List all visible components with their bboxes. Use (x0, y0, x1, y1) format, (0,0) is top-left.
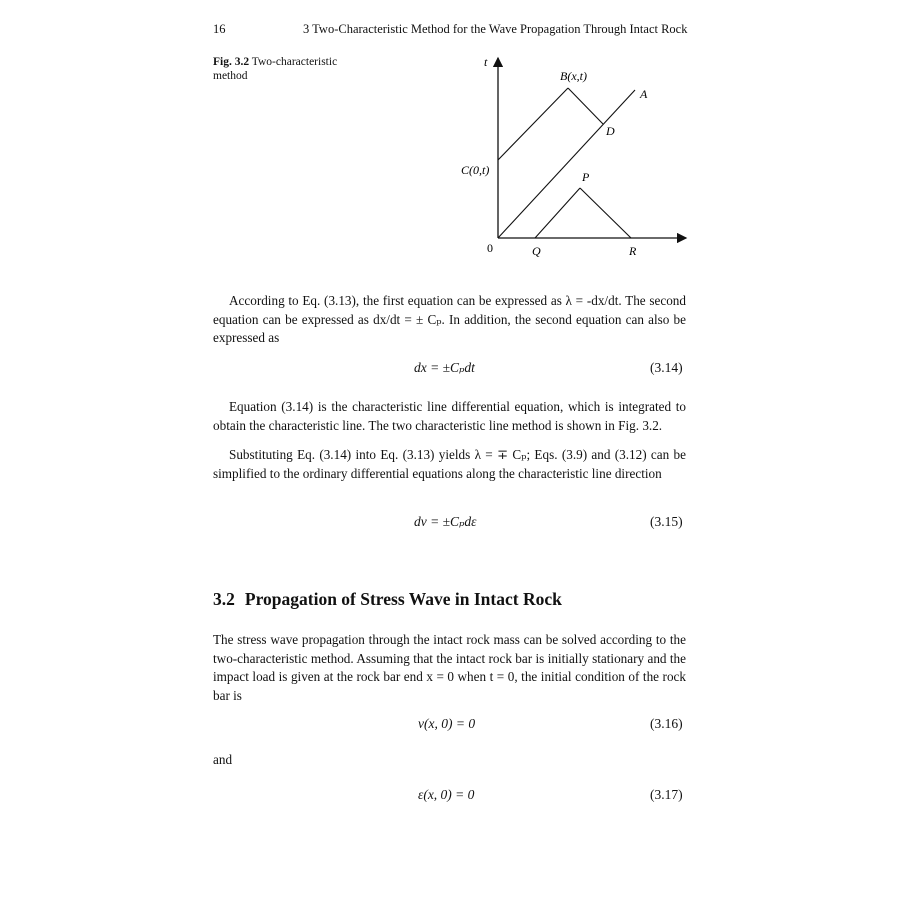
section-number: 3.2 (213, 589, 235, 609)
point-D-label: D (606, 124, 615, 138)
t-axis-label: t (484, 55, 488, 69)
paragraph-substitution (213, 446, 686, 483)
paragraph-text: Substituting Eq. (3.14) into Eq. (3.13) yields λ = ∓ Cₚ; Eqs. (3.9) and (3.12) can be simplified to the ordinary differential equations along the characteristic line direction (213, 447, 686, 481)
paragraph-eq-3-13 (213, 292, 686, 348)
paragraph-intact-rock (213, 631, 686, 705)
characteristic-line-0A (498, 90, 635, 238)
equation-3-15: dv = ±Cₚdε (414, 514, 477, 529)
characteristic-line-BD (568, 88, 603, 124)
section-heading (213, 589, 562, 610)
paragraph-text: According to Eq. (3.13), the first equation can be expressed as λ = -dx/dt. The second equation can be expressed as dx/dt = ± Cₚ. In addition, the second equation can also be expressed as (213, 293, 686, 345)
equation-3-15-number: (3.15) (650, 514, 683, 529)
point-Q-label: Q (532, 244, 541, 258)
characteristic-diagram (440, 50, 700, 265)
paragraph-text: The stress wave propagation through the intact rock mass can be solved according to the two-characteristic method. Assuming that the intact rock bar is initially stationary and the impact load is given at the rock bar end x = 0 when t = 0, the initial condition of the rock bar is (213, 632, 686, 703)
origin-label: 0 (487, 241, 493, 255)
equation-3-14-number: (3.14) (650, 360, 683, 375)
section-title: Propagation of Stress Wave in Intact Rock (244, 589, 562, 609)
equation-3-16-number: (3.16) (650, 716, 683, 731)
figure-caption-text: Two-characteristic method (213, 56, 338, 82)
characteristic-line-QP (535, 188, 580, 238)
characteristic-line-PR (580, 188, 631, 238)
point-B-label: B(x,t) (560, 69, 587, 83)
point-C-label: C(0,t) (461, 163, 490, 177)
equation-3-16: v(x, 0) = 0 (418, 716, 476, 731)
paragraph-text: Equation (3.14) is the characteristic line differential equation, which is integrated to obtain the characteristic line. The two characteristic line method is shown in Fig. 3.2. (213, 399, 686, 433)
figure-caption (213, 55, 363, 83)
characteristic-line-CB (498, 88, 568, 160)
equation-3-14: dx = ±Cₚdt (414, 360, 475, 375)
figure-caption-label: Fig. 3.2 (213, 56, 250, 68)
connector-word: and (213, 752, 233, 767)
running-header-title: 3 Two-Characteristic Method for the Wave Propagation Through Intact Rock (303, 22, 688, 36)
point-A-label: A (640, 87, 648, 101)
equation-3-17: ε(x, 0) = 0 (418, 787, 475, 802)
paragraph-characteristic-line (213, 398, 686, 435)
point-P-label: P (582, 170, 590, 184)
equation-3-17-number: (3.17) (650, 787, 683, 802)
page-number: 16 (213, 22, 226, 36)
point-R-label: R (629, 244, 637, 258)
